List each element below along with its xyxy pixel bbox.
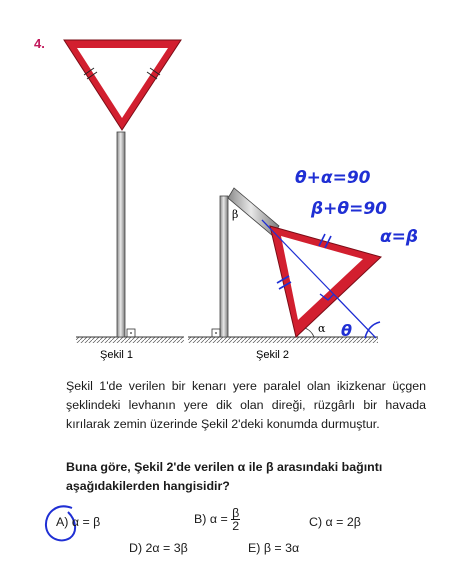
figure-1 — [64, 40, 184, 343]
ground-1 — [76, 337, 184, 343]
pole-1 — [117, 132, 125, 337]
option-b-numerator: β — [232, 506, 240, 520]
option-c-letter: C) — [309, 515, 323, 529]
alpha-label: α — [318, 322, 326, 335]
option-c-text: α = 2β — [325, 515, 361, 529]
option-e-text: β = 3α — [263, 541, 300, 555]
option-a-text: α = β — [71, 515, 101, 529]
option-d-letter: D) — [129, 541, 143, 555]
option-b-fraction — [231, 507, 240, 532]
question-paragraph: Şekil 1'de verilen bir kenarı yere paralel olan ikizkenar üçgen şeklindeki levhanın yere dik olan direği, rüzgârlı bir havada kırılarak zemin üzerinde Şekil 2'deki konumda durmuştur. — [66, 379, 426, 431]
option-b-letter: B) — [194, 511, 207, 526]
option-e-letter: E) — [248, 541, 261, 555]
option-b-prefix: α = — [209, 511, 228, 526]
beta-label: β — [232, 208, 239, 221]
handwritten-line-1: θ+α=90 — [295, 168, 371, 188]
option-a[interactable] — [56, 515, 100, 529]
question-number: 4. — [34, 36, 45, 51]
handwritten-line-3: α=β — [380, 227, 419, 247]
option-d-text: 2α = 3β — [145, 541, 188, 555]
caption-2: Şekil 2 — [256, 349, 290, 361]
handwritten-line-2: β+θ=90 — [311, 199, 387, 219]
pole-2-standing — [220, 196, 228, 337]
option-e[interactable] — [248, 541, 299, 555]
option-c[interactable] — [309, 515, 361, 529]
handwritten-theta: θ — [341, 321, 352, 340]
option-b-denominator: 2 — [232, 519, 240, 533]
option-d[interactable] — [129, 541, 188, 555]
option-a-letter: A) — [56, 515, 69, 529]
question-prompt: Buna göre, Şekil 2'de verilen α ile β arasındaki bağıntı aşağıdakilerden hangisidir? — [66, 460, 383, 493]
caption-1: Şekil 1 — [100, 349, 134, 361]
option-b[interactable] — [194, 507, 240, 532]
